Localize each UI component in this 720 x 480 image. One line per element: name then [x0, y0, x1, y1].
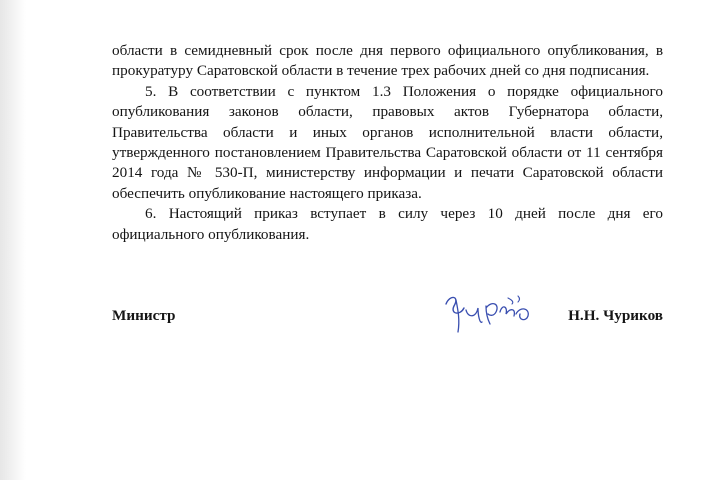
signature-block — [112, 307, 663, 331]
signature-stroke-1 — [446, 297, 464, 313]
handwritten-signature — [438, 286, 538, 336]
scan-edge-shadow — [0, 0, 26, 480]
signature-stroke-4 — [486, 304, 497, 324]
signature-stroke-2 — [456, 300, 459, 332]
paragraph-6: 6. Настоящий приказ вступает в силу через 10 дней после дня его официального опубликования. — [112, 205, 663, 243]
signature-stroke-6 — [516, 309, 528, 320]
paragraph-5: 5. В соответствии с пунктом 1.3 Положения о порядке официального опубликования законов области, правовых актов Губернатора области, Правительства области и иных органов исполнительной власти области, утвержденного постановлением Правительства Саратовской области от 11 сентября 2014 года № 530-П, министерству информации и печати Саратовской области обеспечить опубликование настоящего приказа. — [112, 82, 663, 202]
signature-stroke-7 — [508, 296, 520, 304]
document-body — [112, 41, 663, 245]
signatory-name: Н.Н. Чуриков — [568, 307, 663, 324]
signatory-title: Министр — [112, 307, 176, 324]
paragraph-continuation: области в семидневный срок после дня первого официального опубликования, в прокуратуру Саратовской области в течение трех рабочих дней со дня подписания. — [112, 42, 663, 80]
signature-stroke-3 — [466, 308, 482, 322]
signature-stroke-5 — [500, 307, 514, 316]
